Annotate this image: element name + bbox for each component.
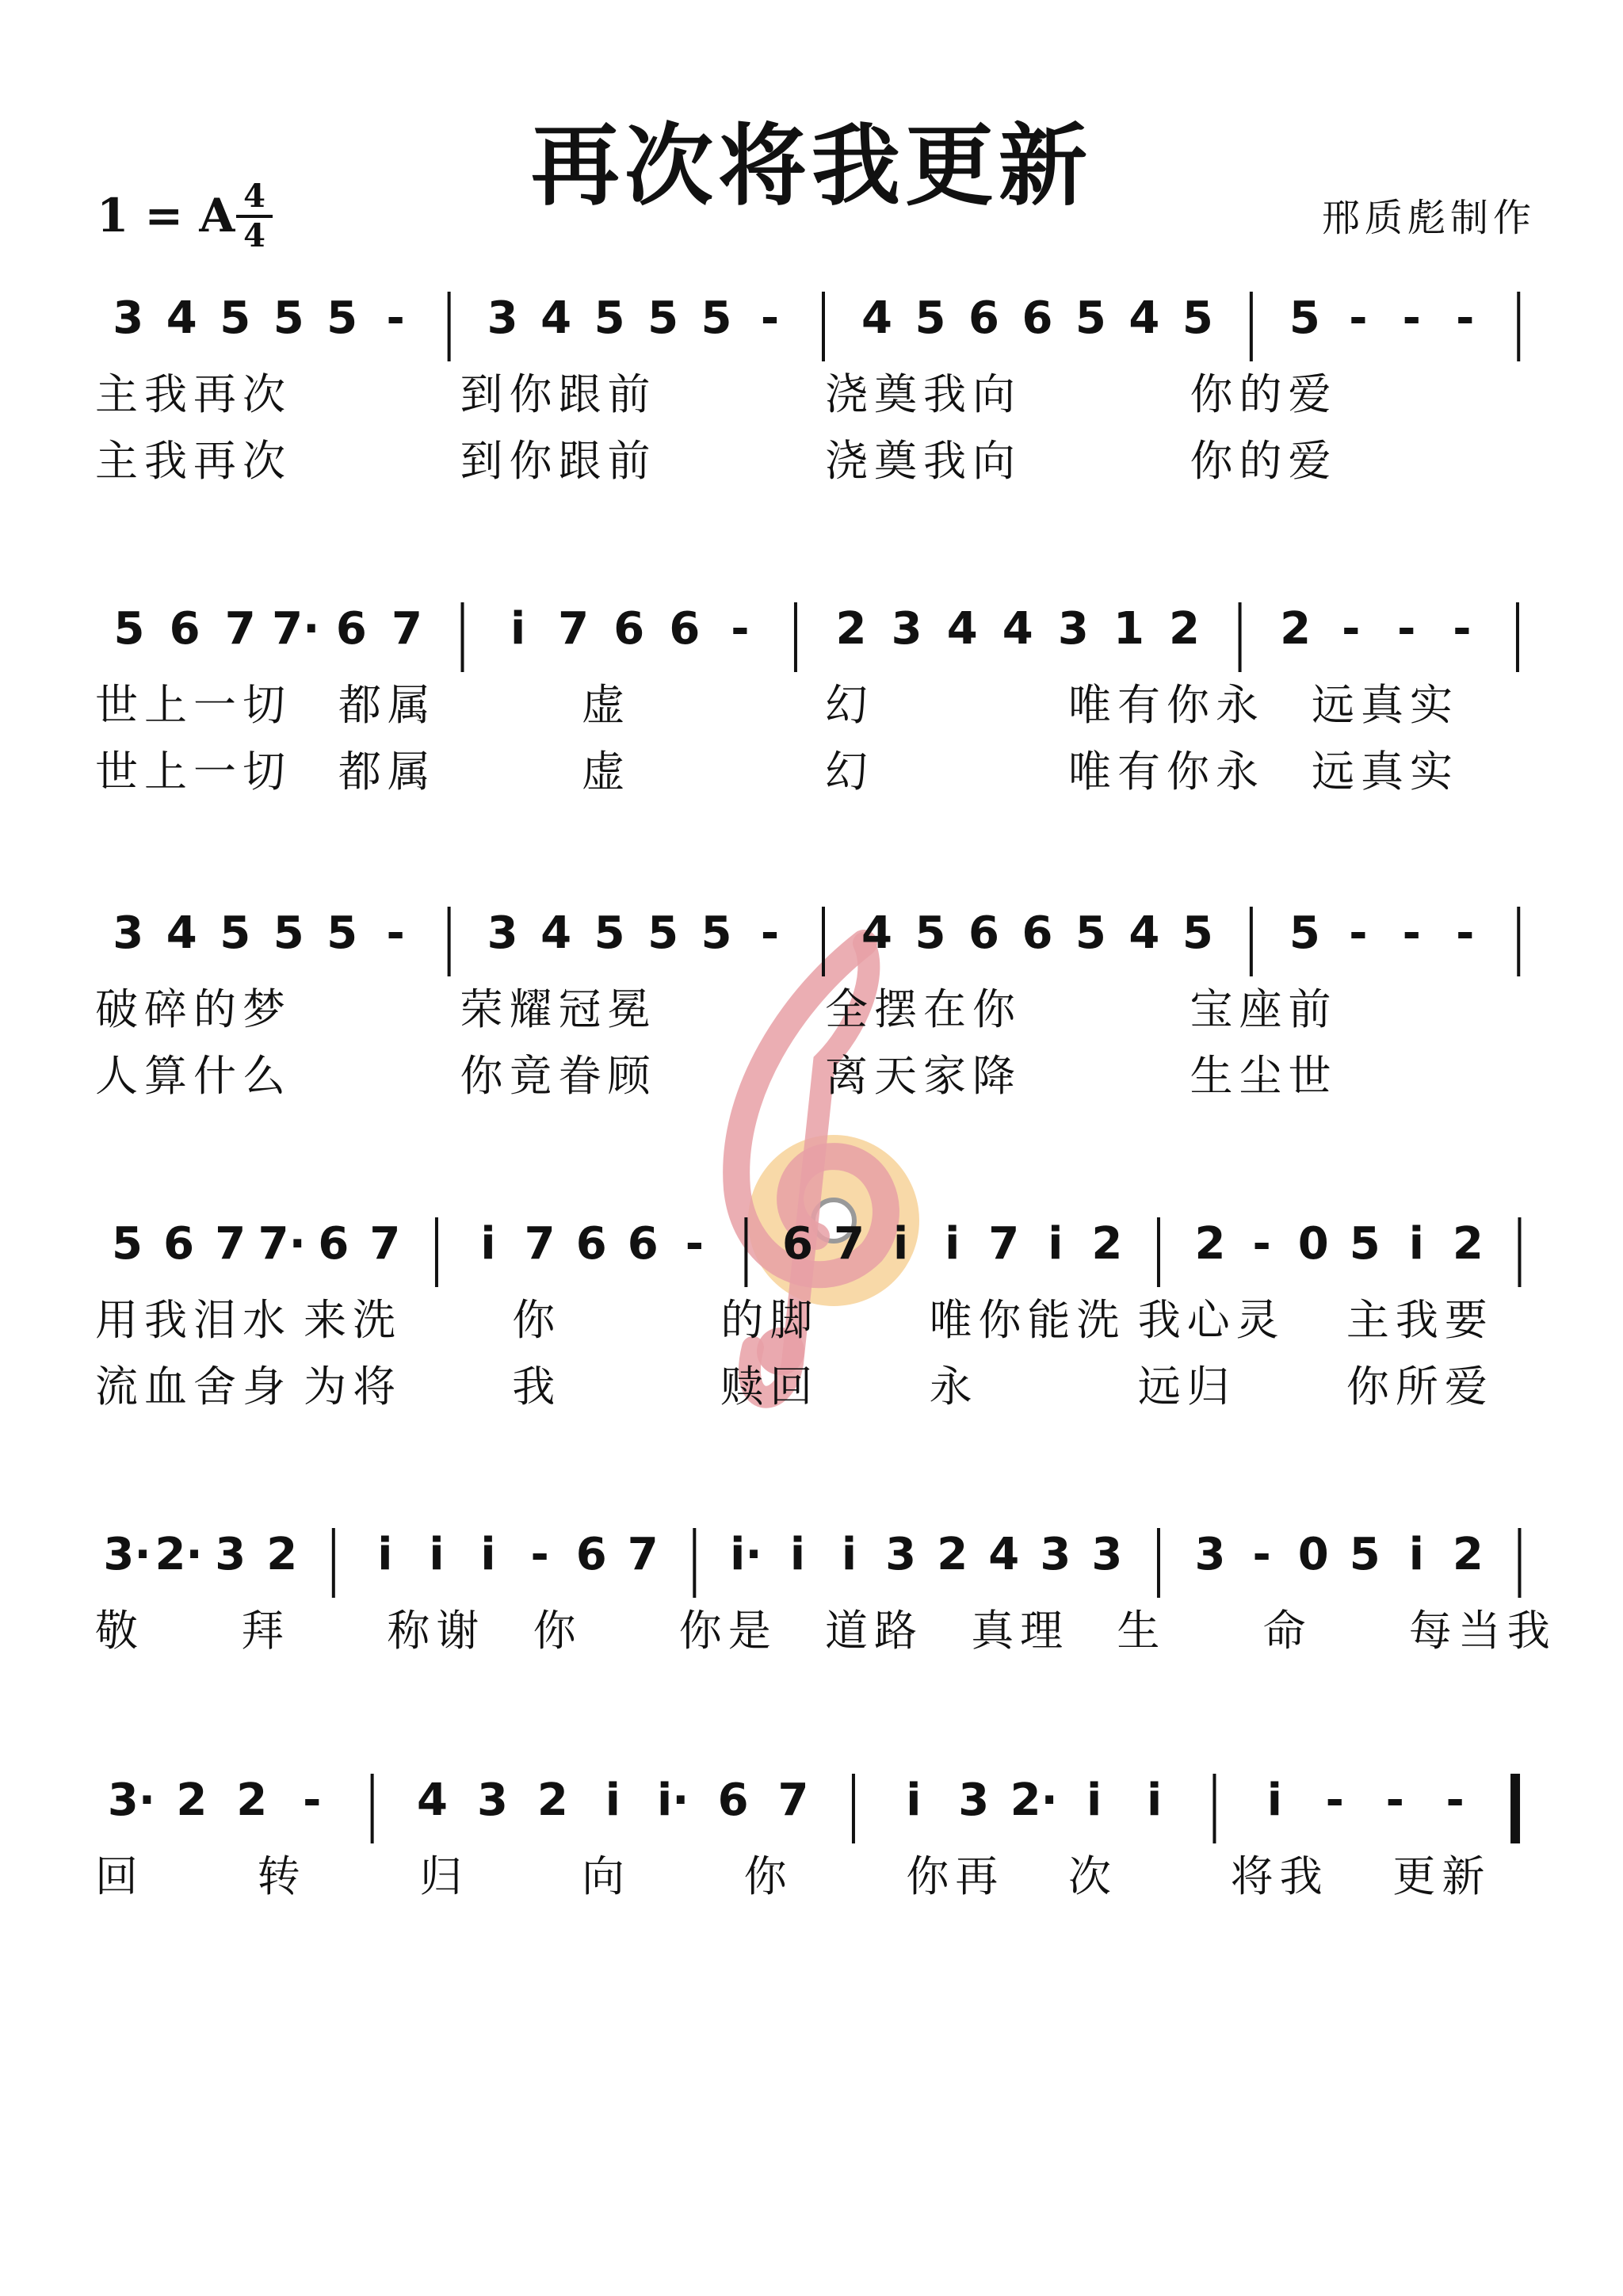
lyric-text: 唯有你永 [1068, 747, 1265, 797]
lyric-text: 命 [1262, 1606, 1312, 1656]
note: 5 [113, 603, 145, 655]
lyric-text: 将我 [1230, 1851, 1329, 1901]
note: 2 [1280, 603, 1312, 655]
score-line [95, 1528, 1556, 1656]
lyric-text: 荣耀冠冕 [460, 984, 657, 1034]
dash-note: - [1349, 907, 1368, 959]
lyric-text: 更新 [1392, 1851, 1491, 1901]
note: 3 [1091, 1529, 1123, 1580]
lyric-text: 称谢 [387, 1606, 486, 1656]
note: 6 [335, 603, 367, 655]
note: i [377, 1529, 393, 1580]
lyric-text: 浇奠我向 [825, 369, 1022, 419]
lyric-text: 流血舍身 [95, 1362, 292, 1412]
note: 6 [669, 603, 701, 655]
note: 6 [318, 1218, 349, 1270]
lyric-text: 你 [512, 1295, 562, 1345]
note: 4 [988, 1529, 1020, 1580]
note: i [1086, 1775, 1102, 1826]
lyric-text: 主我再次 [95, 369, 292, 419]
note: 3· [103, 1529, 151, 1580]
dash-note: - [1349, 292, 1368, 344]
note: 3 [1040, 1529, 1071, 1580]
lyric-text: 你 [743, 1851, 793, 1901]
lyric-text: 到你跟前 [460, 436, 657, 486]
note: 7 [777, 1775, 809, 1826]
note: 3 [1194, 1529, 1226, 1580]
dash-note: - [530, 1529, 549, 1580]
note: i [893, 1218, 909, 1270]
note: 0 [1297, 1218, 1329, 1270]
dash-note: - [386, 907, 405, 959]
note: 5 [1349, 1218, 1381, 1270]
note: 4 [1128, 292, 1160, 344]
note: 6 [163, 1218, 195, 1270]
note: i [480, 1218, 496, 1270]
note: 0 [1297, 1529, 1329, 1580]
note: 5 [1349, 1529, 1381, 1580]
note: 2 [1091, 1218, 1123, 1270]
lyric-text: 虚 [582, 680, 631, 730]
note: 4 [166, 292, 197, 344]
note: 2 [937, 1529, 968, 1580]
dash-note: - [1402, 907, 1421, 959]
note: 5 [327, 292, 358, 344]
note: 6 [169, 603, 200, 655]
lyric-text: 宝座前 [1190, 984, 1338, 1034]
dash-note: - [1453, 603, 1472, 655]
note: 7 [627, 1529, 659, 1580]
lyric-text: 道路 [825, 1606, 923, 1656]
note: 5 [1289, 292, 1320, 344]
lyric-text: 你是 [678, 1606, 777, 1656]
note: i [906, 1775, 922, 1826]
note: 7 [215, 1218, 246, 1270]
note: 6 [717, 1775, 749, 1826]
meter-top: 4 [243, 178, 265, 215]
note: 6 [575, 1218, 607, 1270]
lyric-text: 唯你能洗 [929, 1295, 1126, 1345]
note: 7 [834, 1218, 865, 1270]
dash-note: - [1385, 1775, 1404, 1826]
note: 7 [369, 1218, 401, 1270]
note: 7· [258, 1218, 306, 1270]
lyric-text: 远归 [1137, 1362, 1236, 1412]
note: 6 [968, 292, 999, 344]
lyric-text: 全摆在你 [825, 984, 1022, 1034]
lyric-text: 用我泪水 [95, 1295, 292, 1345]
lyric-text: 你的爱 [1190, 436, 1338, 486]
lyric-text: 你再 [906, 1851, 1005, 1901]
lyric-text: 远真实 [1312, 680, 1459, 730]
note: 5 [1182, 907, 1213, 959]
note: i [1266, 1775, 1282, 1826]
dash-note: - [760, 292, 780, 344]
note: 5 [1075, 292, 1106, 344]
note: 2 [1452, 1218, 1484, 1270]
dash-note: - [303, 1775, 322, 1826]
lyric-text: 幻 [825, 680, 874, 730]
note: 3· [107, 1775, 156, 1826]
note: 5 [594, 907, 625, 959]
dash-note: - [1456, 907, 1475, 959]
note: 5 [701, 292, 732, 344]
note: 2 [1452, 1529, 1484, 1580]
lyric-text: 敬 [95, 1606, 144, 1656]
note: 5 [915, 907, 946, 959]
lyric-text: 我 [512, 1362, 562, 1412]
note: 3 [1057, 603, 1089, 655]
note: 6 [613, 603, 645, 655]
lyric-text: 你的爱 [1190, 369, 1338, 419]
lyric-text: 人算什么 [95, 1051, 292, 1101]
lyric-text: 的脚 [720, 1295, 819, 1345]
lyric-text: 来洗 [304, 1295, 403, 1345]
note: i [429, 1529, 445, 1580]
note: 5 [647, 292, 679, 344]
note: i [945, 1218, 960, 1270]
lyric-text: 虚 [582, 747, 631, 797]
dash-note: - [685, 1218, 704, 1270]
score-line [95, 1217, 1519, 1412]
dash-note: - [1252, 1218, 1271, 1270]
note: 4 [540, 907, 572, 959]
author-credit: 邢质彪制作 [1321, 196, 1536, 240]
note: i [1408, 1529, 1424, 1580]
note: 2 [236, 1775, 268, 1826]
note: 3 [487, 907, 518, 959]
dash-note: - [1445, 1775, 1465, 1826]
note: 2· [155, 1529, 203, 1580]
lyric-text: 主我要 [1346, 1295, 1494, 1345]
note: 3 [113, 292, 144, 344]
lyric-text: 你 [533, 1606, 582, 1656]
note: 7 [524, 1218, 556, 1270]
lyric-text: 幻 [825, 747, 874, 797]
lyric-text: 生尘世 [1190, 1051, 1338, 1101]
score-line [95, 602, 1518, 797]
note: 3 [113, 907, 144, 959]
note: i [789, 1529, 806, 1580]
lyric-text: 每当我 [1408, 1606, 1556, 1656]
note: 7· [272, 603, 320, 655]
note: i [480, 1529, 496, 1580]
note: 4 [166, 907, 197, 959]
meter-bottom: 4 [243, 217, 265, 254]
lyric-text: 都属 [338, 680, 437, 730]
score-lines [95, 292, 1556, 1901]
note: i· [730, 1529, 762, 1580]
lyric-text: 你所爱 [1346, 1362, 1494, 1412]
lyric-text: 真理 [971, 1606, 1070, 1656]
lyric-text: 你竟眷顾 [460, 1051, 657, 1101]
lyric-text: 回 [95, 1851, 144, 1901]
dash-note: - [1456, 292, 1475, 344]
note: 2 [1194, 1218, 1226, 1270]
note: 3 [215, 1529, 246, 1580]
lyric-text: 拜 [241, 1606, 291, 1656]
note: 7 [988, 1218, 1020, 1270]
dash-note: - [731, 603, 750, 655]
dash-note: - [1325, 1775, 1344, 1826]
note: 3 [958, 1775, 990, 1826]
note: i [605, 1775, 621, 1826]
note: i [1146, 1775, 1163, 1826]
note: 5 [220, 292, 251, 344]
note: 4 [946, 603, 978, 655]
note: 5 [273, 292, 304, 344]
note: 4 [1002, 603, 1033, 655]
dash-note: - [1342, 603, 1361, 655]
note: 6 [627, 1218, 659, 1270]
note: 4 [1128, 907, 1160, 959]
note: 4 [861, 292, 892, 344]
lyric-text: 赎回 [720, 1362, 819, 1412]
note: 4 [540, 292, 572, 344]
lyric-text: 我心灵 [1137, 1295, 1285, 1345]
lyric-text: 生 [1117, 1606, 1167, 1656]
note: 6 [575, 1529, 607, 1580]
note: 4 [417, 1775, 449, 1826]
note: 2 [266, 1529, 298, 1580]
lyric-text: 离天家降 [825, 1051, 1022, 1101]
note: 2 [176, 1775, 208, 1826]
dash-note: - [1397, 603, 1416, 655]
lyric-text: 主我再次 [95, 436, 292, 486]
note: i [841, 1529, 857, 1580]
lyric-text: 浇奠我向 [825, 436, 1022, 486]
note: 6 [781, 1218, 813, 1270]
note: 5 [701, 907, 732, 959]
lyric-text: 到你跟前 [460, 369, 657, 419]
note: 1 [1113, 603, 1144, 655]
note: 5 [594, 292, 625, 344]
lyric-text: 破碎的梦 [95, 984, 292, 1034]
key-signature: 1 = A [97, 189, 235, 243]
dash-note: - [386, 292, 405, 344]
note: i [510, 603, 526, 655]
lyric-text: 世上一切 [95, 747, 292, 797]
note: 7 [558, 603, 590, 655]
lyric-text: 远真实 [1312, 747, 1459, 797]
score-line [95, 292, 1518, 486]
lyric-text: 次 [1068, 1851, 1117, 1901]
dash-note: - [1402, 292, 1421, 344]
lyric-text: 都属 [338, 747, 437, 797]
note: 2 [1169, 603, 1200, 655]
note: 3 [476, 1775, 508, 1826]
note: 7 [224, 603, 256, 655]
note: 3 [891, 603, 922, 655]
dash-note: - [760, 907, 780, 959]
note: 2 [835, 603, 867, 655]
score-line [95, 1774, 1515, 1901]
note: 7 [391, 603, 422, 655]
dash-note: - [1252, 1529, 1271, 1580]
note: 6 [1022, 907, 1053, 959]
lyric-text: 世上一切 [95, 680, 292, 730]
lyric-text: 归 [419, 1851, 469, 1901]
note: i· [656, 1775, 689, 1826]
note: 3 [487, 292, 518, 344]
note: i [1048, 1218, 1064, 1270]
note: 5 [1075, 907, 1106, 959]
note: 3 [885, 1529, 917, 1580]
note: 5 [273, 907, 304, 959]
lyric-text: 向 [582, 1851, 631, 1901]
lyric-text: 转 [257, 1851, 307, 1901]
note: 6 [968, 907, 999, 959]
note: i [1408, 1218, 1424, 1270]
lyric-text: 为将 [304, 1362, 403, 1412]
note: 5 [1289, 907, 1320, 959]
note: 5 [112, 1218, 143, 1270]
note: 5 [220, 907, 251, 959]
note: 5 [915, 292, 946, 344]
note: 6 [1022, 292, 1053, 344]
note: 4 [861, 907, 892, 959]
note: 5 [327, 907, 358, 959]
note: 2· [1010, 1775, 1058, 1826]
note: 5 [647, 907, 679, 959]
lyric-text: 永 [929, 1362, 979, 1412]
note: 5 [1182, 292, 1213, 344]
note: 2 [537, 1775, 568, 1826]
song-title: 再次将我更新 [531, 114, 1092, 218]
lyric-text: 唯有你永 [1068, 680, 1265, 730]
